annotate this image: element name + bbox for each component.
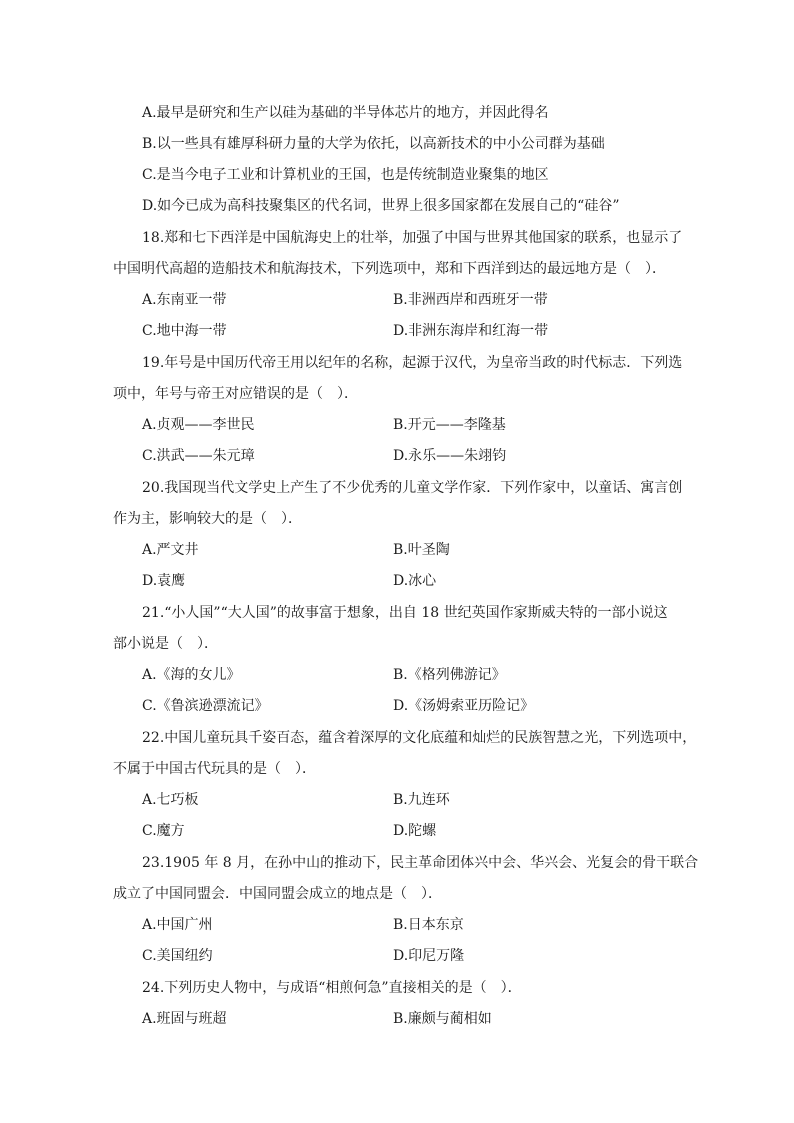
q20-stem-line2: 作为主，影响较大的是（ ）． [113, 511, 302, 527]
q22-stem-line1: 22.中国儿童玩具千姿百态，蕴含着深厚的文化底蕴和灿烂的民族智慧之光，下列选项中， [142, 730, 697, 746]
q24-stem-line1: 24.下列历史人物中，与成语“相煎何急”直接相关的是（ ）． [142, 980, 522, 996]
q17-option-a: A.最早是研究和生产以硅为基础的半导体芯片的地方，并因此得名 [142, 105, 549, 121]
q19-option-c: C.洪武——朱元璋 [142, 448, 255, 464]
q18-option-d: D.非洲东海岸和红海一带 [393, 323, 549, 339]
q17-option-c: C.是当今电子工业和计算机业的王国，也是传统制造业聚集的地区 [142, 167, 549, 183]
q21-option-b: B.《格列佛游记》 [393, 667, 506, 683]
q18-option-a: A.东南亚一带 [142, 292, 227, 308]
q22-option-a: A.七巧板 [142, 792, 199, 808]
q21-option-c: C.《鲁滨逊漂流记》 [142, 698, 269, 714]
q24-option-a: A.班固与班超 [142, 1011, 227, 1027]
q23-option-d: D.印尼万隆 [393, 948, 465, 964]
q19-stem-line1: 19.年号是中国历代帝王用以纪年的名称，起源于汉代，为皇帝当政的时代标志．下列选 [142, 355, 683, 371]
q18-option-b: B.非洲西岸和西班牙一带 [393, 292, 548, 308]
q22-stem-line2: 不属于中国古代玩具的是（ ）． [113, 761, 316, 777]
q23-option-b: B.日本东京 [393, 917, 464, 933]
q23-stem-line1: 23.1905 年 8 月，在孙中山的推动下，民主革命团体兴中会、华兴会、光复会的骨干联合 [142, 855, 699, 871]
q17-option-d: D.如今已成为高科技聚集区的代名词，世界上很多国家都在发展自己的“硅谷” [142, 198, 620, 214]
q17-option-b: B.以一些具有雄厚科研力量的大学为依托，以高新技术的中小公司群为基础 [142, 136, 605, 152]
q22-option-d: D.陀螺 [393, 823, 437, 839]
q21-option-a: A.《海的女儿》 [142, 667, 241, 683]
q20-option-d: D.冰心 [393, 573, 437, 589]
q19-stem-line2: 项中，年号与帝王对应错误的是（ ）． [113, 386, 358, 402]
q20-option-c: D.袁鹰 [142, 573, 186, 589]
q18-stem-line1: 18.郑和七下西洋是中国航海史上的壮举，加强了中国与世界其他国家的联系，也显示了 [142, 230, 683, 246]
q23-option-c: C.美国纽约 [142, 948, 213, 964]
q19-option-a: A.贞观——李世民 [142, 417, 255, 433]
q22-option-c: C.魔方 [142, 823, 185, 839]
q23-option-a: A.中国广州 [142, 917, 213, 933]
q18-option-c: C.地中海一带 [142, 323, 227, 339]
q21-stem-line1: 21.“小人国”“大人国”的故事富于想象，出自 18 世纪英国作家斯威夫特的一部小说这 [142, 605, 668, 621]
q21-option-d: D.《汤姆索亚历险记》 [393, 698, 535, 714]
q19-option-b: B.开元——李隆基 [393, 417, 506, 433]
q19-option-d: D.永乐——朱翊钧 [393, 448, 507, 464]
q24-option-b: B.廉颇与蔺相如 [393, 1011, 492, 1027]
q22-option-b: B.九连环 [393, 792, 450, 808]
q20-stem-line1: 20.我国现当代文学史上产生了不少优秀的儿童文学作家．下列作家中，以童话、寓言创 [142, 480, 683, 496]
q20-option-b: B.叶圣陶 [393, 542, 450, 558]
q18-stem-line2: 中国明代高超的造船技术和航海技术，下列选项中，郑和下西洋到达的最远地方是（ ）． [113, 261, 666, 277]
q23-stem-line2: 成立了中国同盟会．中国同盟会成立的地点是（ ）． [113, 886, 442, 902]
q21-stem-line2: 部小说是（ ）． [113, 636, 218, 652]
q20-option-a: A.严文井 [142, 542, 199, 558]
